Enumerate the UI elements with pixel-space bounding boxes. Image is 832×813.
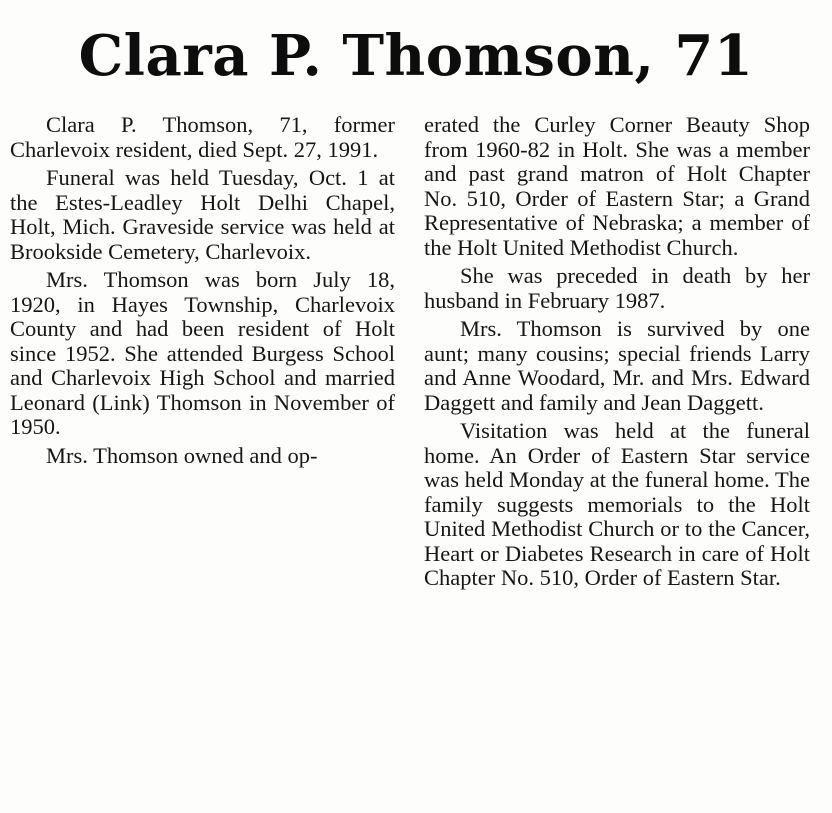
paragraph-business-continued: erated the Curley Corner Beauty Shop from 1960-82 in Holt. She was a member and past grand matron of Holt Chapter No. 510, Order of Eastern Star; a Grand Representative of Nebraska; a member of the Holt United Methodist Church. <box>424 112 810 260</box>
headline: Clara P. Thomson, 71 <box>78 23 754 89</box>
paragraph-biography: Mrs. Thomson was born July 18, 1920, in Hayes Township, Charlevoix County and had been resident of Holt since 1952. She attended Burgess School and Charlevoix High School and married Leonard (Link) Thomson in November of 1950. <box>10 267 395 439</box>
paragraph-death-notice: Clara P. Thomson, 71, former Charlevoix resident, died Sept. 27, 1991. <box>10 112 395 162</box>
paragraph-survivors: Mrs. Thomson is survived by one aunt; many cousins; special friends Larry and Anne Woodard, Mr. and Mrs. Edward Daggett and family and Jean Daggett. <box>424 316 810 415</box>
paragraph-visitation: Visitation was held at the funeral home. An Order of Eastern Star service was held Monday at the funeral home. The family suggests memorials to the Holt United Methodist Church or to the Cancer, Heart or Diabetes Research in care of Holt Chapter No. 510, Order of Eastern Star. <box>424 418 810 590</box>
paragraph-funeral: Funeral was held Tuesday, Oct. 1 at the Estes-Leadley Holt Delhi Chapel, Holt, Mich. Graveside service was held at Brookside Cemetery, Charlevoix. <box>10 165 395 264</box>
column-right <box>424 113 810 595</box>
paragraph-preceded: She was preceded in death by her husband in February 1987. <box>424 263 810 313</box>
column-left <box>10 113 395 472</box>
paragraph-business-start: Mrs. Thomson owned and op- <box>46 442 318 468</box>
